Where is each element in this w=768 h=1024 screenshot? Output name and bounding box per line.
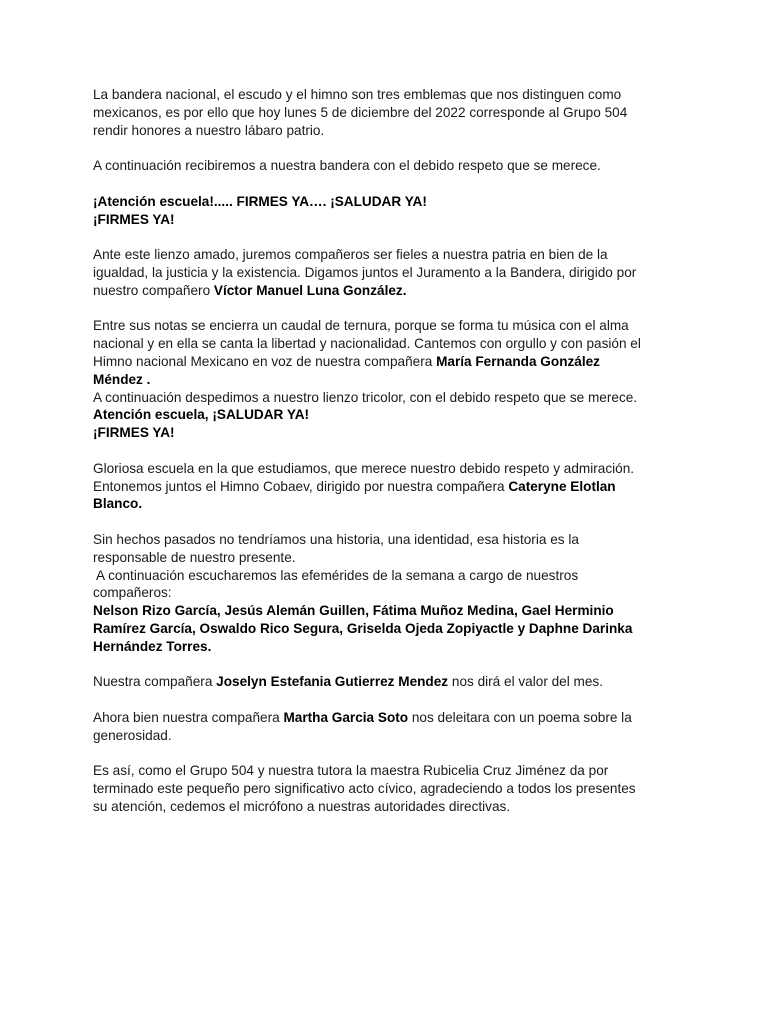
text-line: Es así, como el Grupo 504 y nuestra tutora la maestra Rubicelia Cruz Jiménez da por — [93, 763, 609, 779]
text-line: nacional y en ella se canta la libertad y nacionalidad. Cantemos con orgullo y con pasión el — [93, 336, 641, 352]
text-line: igualdad, la justicia y la existencia. Digamos juntos el Juramento a la Bandera, dirigido por — [93, 264, 637, 280]
text-line: mexicanos, es por ello que hoy lunes 5 de diciembre del 2022 corresponde al Grupo 504 — [93, 104, 628, 120]
text-line: su atención, cedemos el micrófono a nuestras autoridades directivas. — [93, 798, 511, 814]
paragraph-ephemerides — [93, 531, 673, 656]
command-line: ¡FIRMES YA! — [93, 425, 175, 441]
text-line — [93, 353, 673, 371]
text-line: Sin hechos pasados no tendríamos una historia, una identidad, esa historia es la — [93, 531, 579, 547]
student-names-line: Nelson Rizo García, Jesús Alemán Guillen, Fátima Muñoz Medina, Gael Herminio — [93, 603, 614, 619]
text-segment: Ahora bien nuestra compañera — [93, 709, 284, 725]
paragraph-anthem — [93, 317, 673, 442]
text-line — [93, 673, 673, 691]
text-line: A continuación escucharemos las efemérides de la semana a cargo de nuestros — [93, 567, 579, 583]
text-segment: nuestro compañero — [93, 282, 214, 298]
student-name: Blanco. — [93, 496, 143, 512]
student-name: Joselyn Estefania Gutierrez Mendez — [216, 674, 449, 690]
text-segment: nos deleitara con un poema sobre la — [408, 709, 632, 725]
text-segment: Himno nacional Mexicano en voz de nuestra compañera — [93, 353, 437, 369]
document-page — [93, 86, 673, 833]
text-line: rendir honores a nuestro lábaro patrio. — [93, 122, 325, 138]
text-line — [93, 478, 673, 496]
text-line: compañeros: — [93, 585, 172, 601]
text-line — [93, 282, 673, 300]
student-name: María Fernanda González — [436, 353, 600, 369]
text-line: Entre sus notas se encierra un caudal de ternura, porque se forma tu música con el alma — [93, 318, 629, 334]
paragraph-commands — [93, 193, 673, 229]
paragraph-poem — [93, 709, 673, 745]
paragraph-oath — [93, 246, 673, 299]
paragraph-school-hymn — [93, 460, 673, 513]
command-line: ¡FIRMES YA! — [93, 211, 175, 227]
text-line — [93, 709, 673, 727]
paragraph-flag-reception — [93, 157, 673, 175]
paragraph-closing — [93, 762, 673, 815]
text-segment: Entonemos juntos el Himno Cobaev, dirigido por nuestra compañera — [93, 478, 509, 494]
text-line: A continuación recibiremos a nuestra bandera con el debido respeto que se merece. — [93, 158, 601, 174]
text-segment: nos dirá el valor del mes. — [448, 674, 603, 690]
text-line: terminado este pequeño pero significativo acto cívico, agradeciendo a todos los presentes — [93, 781, 636, 797]
student-name: Martha Garcia Soto — [283, 709, 409, 725]
text-line: A continuación despedimos a nuestro lienzo tricolor, con el debido respeto que se merece. — [93, 389, 638, 405]
student-names-line: Ramírez García, Oswaldo Rico Segura, Griselda Ojeda Zopiyactle y Daphne Darinka — [93, 620, 633, 636]
student-name: Méndez . — [93, 371, 151, 387]
text-line: La bandera nacional, el escudo y el himno son tres emblemas que nos distinguen como — [93, 87, 622, 102]
text-line: generosidad. — [93, 727, 172, 743]
text-line: Ante este lienzo amado, juremos compañeros ser fieles a nuestra patria en bien de la — [93, 247, 608, 263]
student-names-line: Hernández Torres. — [93, 638, 212, 654]
paragraph-intro — [93, 86, 673, 139]
command-line: Atención escuela, ¡SALUDAR YA! — [93, 407, 310, 423]
paragraph-value-of-month — [93, 673, 673, 691]
text-line: responsable de nuestro presente. — [93, 549, 296, 565]
text-line: Gloriosa escuela en la que estudiamos, que merece nuestro debido respeto y admiración. — [93, 460, 635, 476]
command-line: ¡Atención escuela!..... FIRMES YA…. ¡SALUDAR YA! — [93, 193, 427, 209]
student-name: Cateryne Elotlan — [508, 478, 616, 494]
student-name: Víctor Manuel Luna González. — [213, 282, 407, 298]
text-segment: Nuestra compañera — [93, 674, 217, 690]
